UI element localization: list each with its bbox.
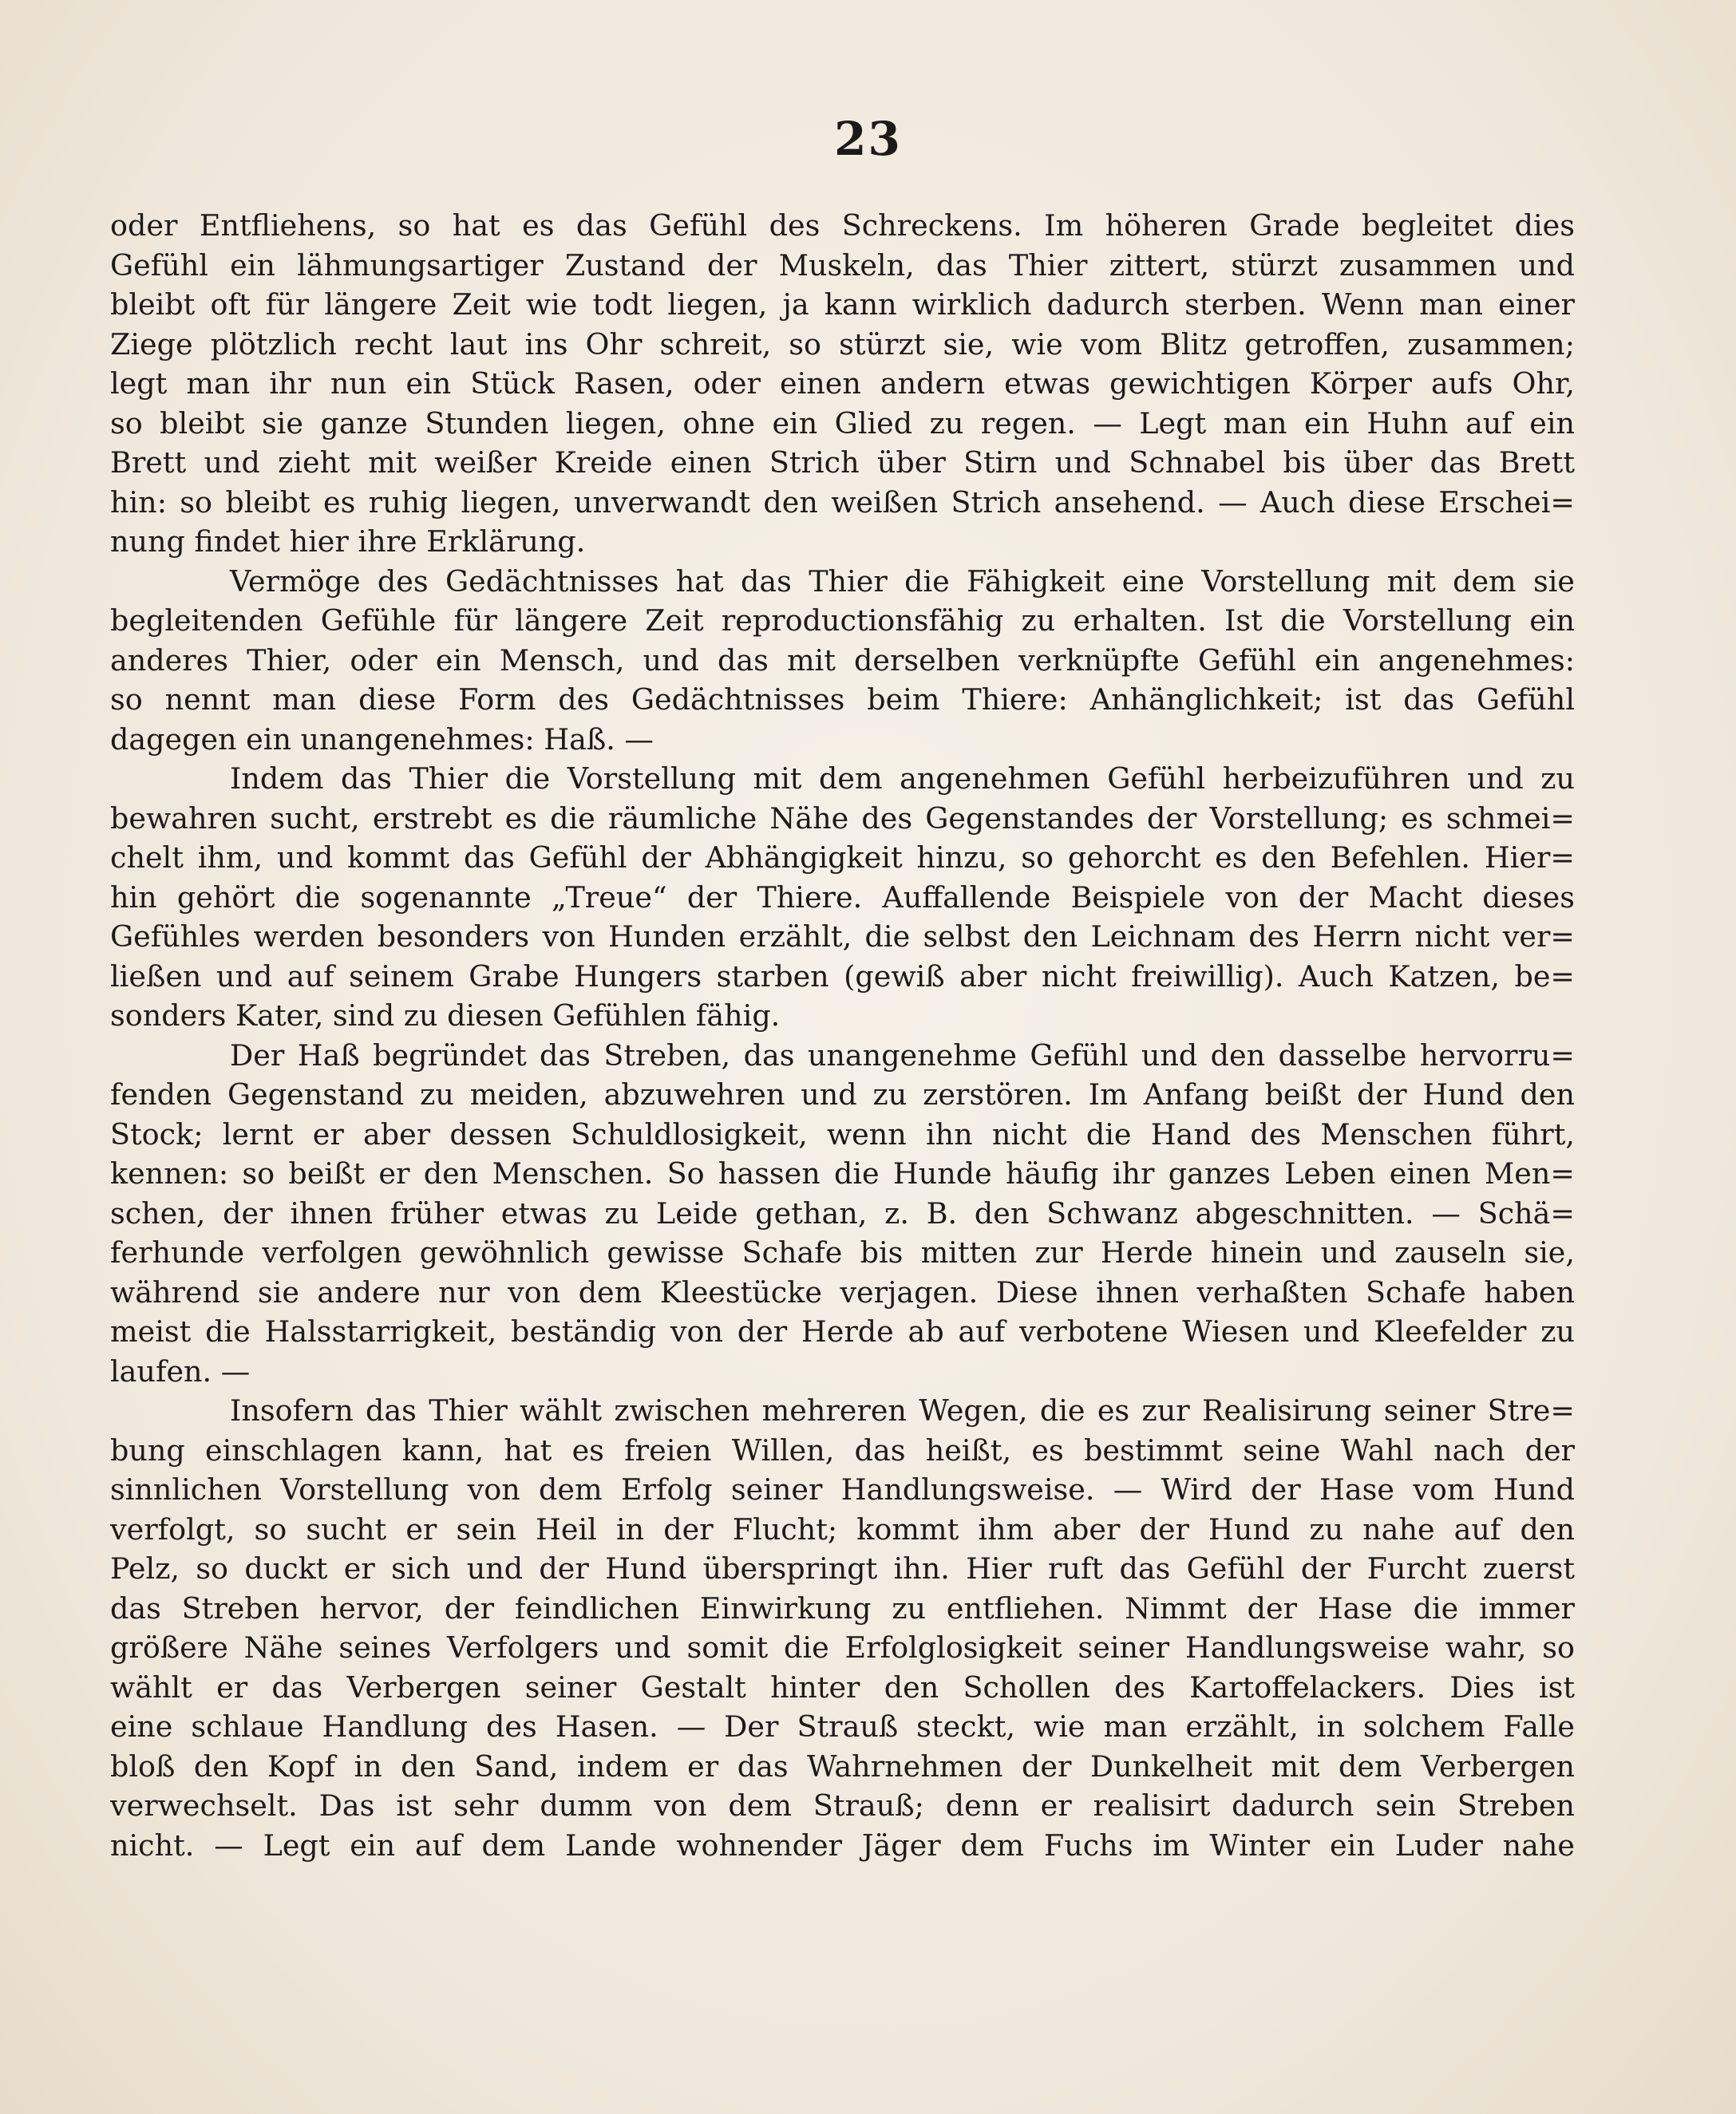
- text-line: ferhunde verfolgen gewöhnlich gewisse Schafe bis mitten zur Herde hinein und zauseln sie,: [110, 1235, 1575, 1270]
- text-line: legt man ihr nun ein Stück Rasen, oder einen andern etwas gewichtigen Körper aufs Ohr,: [110, 366, 1575, 401]
- text-line: hin gehört die sogenannte „Treue“ der Thiere. Auffallende Beispiele von der Macht dieses: [110, 879, 1575, 915]
- text-line: dagegen ein unangenehmes: Haß. —: [110, 721, 654, 757]
- text-line: Pelz, so duckt er sich und der Hund überspringt ihn. Hier ruft das Gefühl der Furcht zuerst: [110, 1551, 1575, 1586]
- text-line: wählt er das Verbergen seiner Gestalt hinter den Schollen des Kartoffelackers. Dies ist: [110, 1669, 1575, 1705]
- text-line: sinnlichen Vorstellung von dem Erfolg seiner Handlungsweise. — Wird der Hase vom Hund: [110, 1472, 1575, 1507]
- text-line: größere Nähe seines Verfolgers und somit die Erfolglosigkeit seiner Handlungsweise wahr, so: [110, 1630, 1575, 1665]
- text-line: begleitenden Gefühle für längere Zeit reproductionsfähig zu erhalten. Ist die Vorstellung ein: [110, 603, 1575, 638]
- text-line: chelt ihm, und kommt das Gefühl der Abhängigkeit hinzu, so gehorcht es den Befehlen. Hier=: [110, 840, 1575, 875]
- text-line: verfolgt, so sucht er sein Heil in der Flucht; kommt ihm aber der Hund zu nahe auf den: [110, 1511, 1575, 1547]
- text-line: hin: so bleibt es ruhig liegen, unverwandt den weißen Strich ansehend. — Auch diese Erschei=: [110, 484, 1575, 520]
- text-line: Der Haß begründet das Streben, das unangenehme Gefühl und den dasselbe hervorru=: [230, 1037, 1575, 1073]
- text-line: Vermöge des Gedächtnisses hat das Thier die Fähigkeit eine Vorstellung mit dem sie: [230, 563, 1575, 599]
- page-number: 23: [834, 112, 902, 166]
- text-line: anderes Thier, oder ein Mensch, und das mit derselben verknüpfte Gefühl ein angenehmes:: [110, 642, 1575, 678]
- text-line: meist die Halsstarrigkeit, beständig von der Herde ab auf verbotene Wiesen und Kleefelder zu: [110, 1314, 1575, 1349]
- text-line: Gefühles werden besonders von Hunden erzählt, die selbst den Leichnam des Herrn nicht ver=: [110, 919, 1575, 954]
- text-line: so nennt man diese Form des Gedächtnisses beim Thiere: Anhänglichkeit; ist das Gefühl: [110, 682, 1575, 717]
- text-line: schen, der ihnen früher etwas zu Leide gethan, z. B. den Schwanz abgeschnitten. — Schä=: [110, 1195, 1575, 1231]
- text-line: fenden Gegenstand zu meiden, abzuwehren und zu zerstören. Im Anfang beißt der Hund den: [110, 1077, 1575, 1112]
- text-line: Insofern das Thier wählt zwischen mehreren Wegen, die es zur Realisirung seiner Stre=: [230, 1393, 1575, 1428]
- text-line: Brett und zieht mit weißer Kreide einen Strich über Stirn und Schnabel bis über das Brett: [110, 445, 1575, 480]
- text-line: sonders Kater, sind zu diesen Gefühlen fähig.: [110, 998, 781, 1033]
- text-line: Ziege plötzlich recht laut ins Ohr schreit, so stürzt sie, wie vom Blitz getroffen, zusammen;: [110, 326, 1575, 362]
- text-line: laufen. —: [110, 1353, 251, 1389]
- text-line: ließen und auf seinem Grabe Hungers starben (gewiß aber nicht freiwillig). Auch Katzen, be=: [110, 958, 1575, 994]
- text-line: Gefühl ein lähmungsartiger Zustand der Muskeln, das Thier zittert, stürzt zusammen und: [110, 247, 1575, 283]
- text-line: bung einschlagen kann, hat es freien Willen, das heißt, es bestimmt seine Wahl nach der: [110, 1432, 1575, 1468]
- text-line: das Streben hervor, der feindlichen Einwirkung zu entfliehen. Nimmt der Hase die immer: [110, 1590, 1575, 1626]
- text-line: bewahren sucht, erstrebt es die räumliche Nähe des Gegenstandes der Vorstellung; es schmei=: [110, 800, 1575, 836]
- text-line: Indem das Thier die Vorstellung mit dem angenehmen Gefühl herbeizuführen und zu: [230, 761, 1575, 796]
- body-text: [110, 206, 1575, 1865]
- text-line: Stock; lernt er aber dessen Schuldlosigkeit, wenn ihn nicht die Hand des Menschen führt,: [110, 1116, 1575, 1152]
- text-line: kennen: so beißt er den Menschen. So hassen die Hunde häufig ihr ganzes Leben einen Men=: [110, 1156, 1575, 1191]
- text-line: bleibt oft für längere Zeit wie todt liegen, ja kann wirklich dadurch sterben. Wenn man einer: [110, 287, 1575, 322]
- text-line: so bleibt sie ganze Stunden liegen, ohne ein Glied zu regen. — Legt man ein Huhn auf ein: [110, 405, 1575, 441]
- text-line: nicht. — Legt ein auf dem Lande wohnender Jäger dem Fuchs im Winter ein Luder nahe: [110, 1828, 1575, 1863]
- text-line: nung findet hier ihre Erklärung.: [110, 524, 586, 559]
- text-line: während sie andere nur von dem Kleestücke verjagen. Diese ihnen verhaßten Schafe haben: [110, 1274, 1575, 1310]
- text-line: oder Entfliehens, so hat es das Gefühl des Schreckens. Im höheren Grade begleitet dies: [110, 208, 1575, 243]
- text-line: eine schlaue Handlung des Hasen. — Der Strauß steckt, wie man erzählt, in solchem Falle: [110, 1709, 1575, 1744]
- text-line: bloß den Kopf in den Sand, indem er das Wahrnehmen der Dunkelheit mit dem Verbergen: [110, 1748, 1575, 1784]
- text-line: verwechselt. Das ist sehr dumm von dem Strauß; denn er realisirt dadurch sein Streben: [110, 1788, 1575, 1823]
